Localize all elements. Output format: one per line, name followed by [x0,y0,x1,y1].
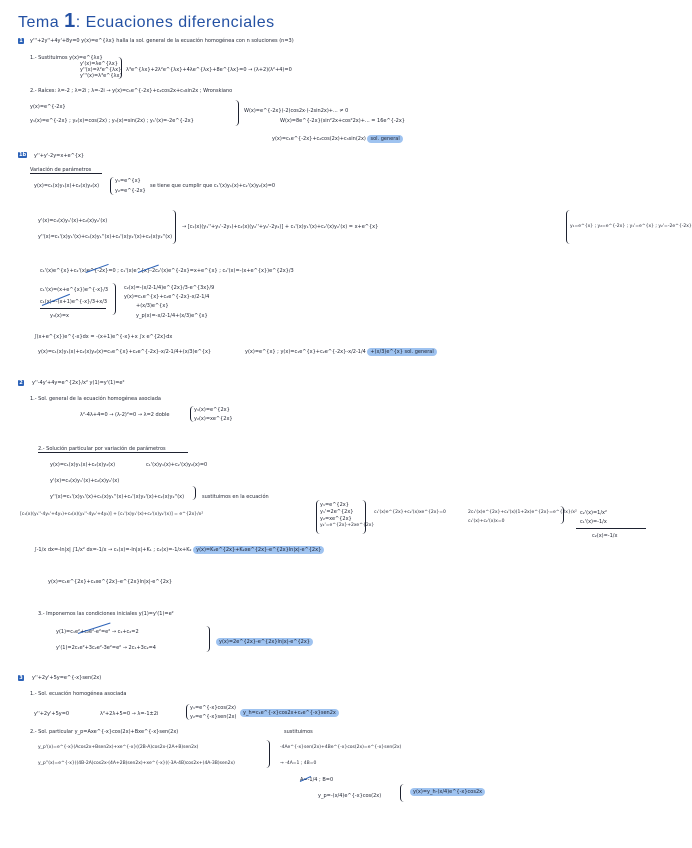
ex1-y: y(x)=e^{-2x} [30,104,66,110]
ex3-step2: 2.- Sol. particular y_p=Axe^{-x}cos(2x)+Bxe^{-x}sen(2x) [30,729,179,735]
ex1-statement: y'''+2y''+4y'+8y=0 y(x)=e^{λx} halla la sol. general de la ecuación homogénea con n soluciones (n=3) [30,38,294,44]
ex2-ansatz: y(x)=c₁(x)y₁(x)+c₂(x)y₂(x) [50,462,116,468]
ex3-yh [240,710,339,716]
ex1-result-highlight: sol. general [367,135,402,143]
ex1b-final-2 [245,349,437,355]
ex3-note: sustituimos [284,729,313,735]
ex1-substitution: λ³e^{λx}+2λ²e^{λx}+4λe^{λx}+8e^{λx}=0 → (λ+2)(λ²+4)=0 [126,67,292,73]
ex3-system-2: → -4A=1 ; 4B=0 [280,761,317,766]
ex3-system-1: -4Ae^{-x}sen(2x)+4Be^{-x}cos(2x)=e^{-x}sen(2x) [280,745,402,750]
ex1b-y3: y₃(x)=x [50,313,69,319]
ex2-y1: y₁(x)=e^{2x} [194,407,230,413]
ex1-step1: 1.- Sustituimos y(x)=e^{λx} [30,55,103,61]
ex3-yp-second: y_p''(x)=e^{-x}((4B-2A)cos2x-(4A+2B)sen2x)+xe^{-x}((-3A-4B)cos2x+(4A-3B)sen2x) [38,761,235,766]
exercise-badge-2: 2 [19,380,23,386]
brace [266,740,270,768]
underline [30,173,102,174]
ex2-integrals [34,547,324,553]
ex1-step2: 2.- Raíces: λ=-2 ; λ=2i ; λ=-2i → y(x)=c₁e^{-2x}+c₂cos2x+c₃sin2x ; Wronskiano [30,88,233,94]
ex1b-c1: c₁(x)=-(x+1)e^{-x}/3+x/3 [40,299,108,305]
ex1b-y1: y₁=e^{x} [115,178,141,184]
ex2-basis-y1p: y₁'=2e^{2x} [320,509,354,515]
ex2-system-3: c₁'(x)+c₂'(x)x=0 [468,519,505,524]
brace [172,210,176,244]
ex2-general: y(x)=c₁e^{2x}+c₂xe^{2x}-e^{2x}ln|x|-e^{2x} [48,579,173,585]
ex1b-yprime: y'(x)=c₁(x)y₁'(x)+c₂(x)y₂'(x) [38,218,108,224]
ex1-wronskian-1: W(x)=e^{-2x}(-2)cos2x·(-2sin2x)+... ≠ 0 [244,108,349,114]
underline [576,528,646,529]
underline [38,452,188,453]
brace [112,283,116,315]
ex1-deriv1: y'(x)=λe^{λx} [80,61,118,67]
ex1b-ansatz: y(x)=c₁(x)y₁(x)+c₂(x)y₂(x) [34,183,100,189]
ex2-basis-y1: y₁=e^{2x} [320,502,349,508]
ex1b-basis-values: y₁=e^{x} ; y₂=e^{-2x} ; y₁'=e^{x} ; y₂'=-2e^{-2x} [570,224,692,229]
ex2-substitution: [c₁(x)(y₁''-4y₁'+4y₁)+c₂(x)(y₂''-4y₂'+4y₂)] + [c₁'(x)y₁'(x)+c₂'(x)y₂'(x)] = e^{2x}/x² [20,512,204,517]
ex2-system-5: c₁'(x)=-1/x [580,519,607,525]
ex1b-final-highlight: +(x/3)e^{x} sol. general [367,348,436,356]
ex3-yp: y_p=-(x/4)e^{-x}cos(2x) [318,793,382,799]
ex3-coeffs: A=-1/4 ; B=0 [300,777,334,783]
ex2-condition: c₁'(x)y₁(x)+c₂'(x)y₂(x)=0 [146,462,208,468]
ex1b-final: y(x)=c₁(x)y₁(x)+c₂(x)y₂(x)=c₁e^{x}+c₂e^{-2x}-x/2-1/4+(x/3)e^{x} [38,349,212,355]
ex1b-ysecond: y''(x)=c₁'(x)y₁'(x)+c₁(x)y₁''(x)+c₂'(x)y₂'(x)+c₂(x)y₂''(x) [38,234,173,240]
ex3-homogeneous: y''+2y'+5y=0 [34,711,70,717]
ex1b-y2: y₂=e^{-2x} [115,188,146,194]
ex3-roots: λ²+2λ+5=0 → λ=-1±2i [100,711,159,717]
ex2-basis-y2: y₂=xe^{2x} [320,516,352,522]
ex1-basis: y₁(x)=e^{-2x} ; y₂(x)=cos(2x) ; y₃(x)=sin(2x) ; y₁'(x)=-2e^{-2x} [30,118,194,124]
ex2-c2: c₂(x)=-1/x [592,533,618,539]
title-number: 1 [64,10,76,32]
ex2-ysecond: y''(x)=c₁'(x)y₁'(x)+c₁(x)y₁''(x)+c₂'(x)y₂'(x)+c₂(x)y₂''(x) [50,494,185,500]
exercise-badge-3: 3 [19,675,23,681]
ex2-ic-1: y(1)=c₁e²+c₂e²-e²=e² → c₁+c₂=2 [56,629,139,635]
ex2-system-2: 2c₁'(x)e^{2x}+c₂'(x)(1+2x)e^{2x}=e^{2x}/x² [468,510,577,515]
brace [206,626,210,652]
ex2-system-1: c₁'(x)e^{2x}+c₂'(x)xe^{2x}=0 [374,510,446,515]
ex3-answer-highlight: y(x)=y_h-(x/4)e^{-x}cos2x [410,788,485,796]
title-prefix: Tema [18,14,60,31]
ex3-yh-highlight: y_h=c₁e^{-x}cos2x+c₂e^{-x}sen2x [240,709,339,717]
ex2-system-4: c₂'(x)=1/x² [580,510,608,516]
ex3-answer [410,789,485,795]
ex1-deriv3: y'''(x)=λ³e^{λx} [80,73,123,79]
ex2-statement: y''-4y'+4y=e^{2x}/x² y(1)=y'(1)=e² [32,380,125,386]
brace [118,57,122,79]
ex1b-system: c₁'(x)e^{x}+c₂'(x)e^{-2x}=0 ; c₁'(x)e^{x}-2c₂'(x)e^{-2x}=x+e^{x} ; c₂'(x)=-(x+e^{x})e^{2x}/3 [40,268,294,274]
brace [235,100,239,126]
ex1b-final-eq: y(x)=e^{x} ; y(x)=c₁e^{x}+c₂e^{-2x}-x/2-1/4 [245,349,366,355]
exercise-badge-1b: 1b [18,152,27,158]
ex1-result [272,136,403,142]
brace [362,500,366,534]
ex2-y2: y₂(x)=xe^{2x} [194,416,233,422]
ex1b-c1prime: c₁'(x)=(x+e^{x})e^{-x}/3 [40,287,109,293]
brace [560,506,564,524]
ex2-step3: 3.- Imponemos las condiciones iniciales y(1)=y'(1)=e² [38,611,174,617]
ex2-answer [216,639,313,645]
ex1b-term: +(x/3)e^{x} [136,303,169,309]
brace [400,784,404,802]
page-title [18,10,275,33]
ex2-step2: 2.- Solución particular por variación de parámetros [38,446,166,452]
ex3-y2: y₂=e^{-x}sen(2x) [190,714,237,720]
ex1-result-eq: y(x)=c₁e^{-2x}+c₂cos(2x)+c₃sin(2x) [272,136,366,142]
ex2-step1: 1.- Sol. general de la ecuación homogénea asociada [30,396,161,402]
ex1b-integrals: ∫(x+e^{x})e^{-x}dx = -(x+1)e^{-x}+x ∫x e^{2x}dx [34,334,173,340]
ex3-yp-prime: y_p'(x)=e^{-x}(Acos2x+Bsen2x)+xe^{-x}((2B-A)cos2x-(2A+B)sen2x) [38,745,199,750]
title-topic: : Ecuaciones diferenciales [75,14,275,31]
exercise-badge-1: 1 [19,38,23,44]
ex2-answer-highlight: y(x)=2e^{2x}-e^{2x}ln|x|-e^{2x} [216,638,313,646]
ex1-wronskian-2: W(x)=8e^{-2x}(sin²2x+cos²2x)+... = 16e^{-2x} [280,118,405,124]
ex3-statement: y''+2y'+5y=e^{-x}sen(2x) [32,675,102,681]
ex1-deriv2: y''(x)=λ²e^{λx} [80,67,122,73]
ex2-characteristic: λ²-4λ+4=0 → (λ-2)²=0 → λ=2 doble [80,412,170,418]
ex1b-method: Variación de parámetros [30,167,92,173]
ex2-integrals-eq: ∫-1/x dx=-ln|x| ∫1/x² dx=-1/x → c₁(x)=-ln|x|+K₁ ; c₂(x)=-1/x+K₂ [34,547,192,553]
underline [40,308,106,309]
brace [110,177,114,195]
ex1b-c2: c₂(x)=-(x/2-1/4)e^{2x}/3-e^{3x}/9 [124,285,215,291]
ex2-ic-2: y'(1)=2c₁e²+3c₂e²-3e²=e² → 2c₁+3c₂=4 [56,645,156,651]
brace [192,486,196,500]
ex2-basis-y2p: y₂'=e^{2x}+2xe^{2x} [320,523,375,528]
ex2-note: sustituimos en la ecuación [202,494,269,500]
ex3-step1: 1.- Sol. ecuación homogénea asociada [30,691,127,697]
ex3-y1: y₁=e^{-x}cos(2x) [190,705,236,711]
ex1b-statement: y''+y'-2y=x+e^{x} [34,153,85,159]
ex2-integrals-highlight: y(x)=K₁e^{2x}+K₂xe^{2x}-e^{2x}ln|x|-e^{2x} [193,546,324,554]
ex1b-condition: se tiene que cumplir que c₁'(x)y₁(x)+c₂'(x)y₂(x)=0 [150,183,276,189]
ex1b-substitution: → [c₁(x)(y₁''+y₁'-2y₁)+c₂(x)(y₂''+y₂'-2y₂)] + c₁'(x)y₁'(x)+c₂'(x)y₂'(x) = x+e^{x} [182,224,379,230]
ex1b-general: y(x)=c₁e^{x}+c₂e^{-2x}-x/2-1/4 [124,294,210,300]
ex2-yprime: y'(x)=c₁(x)y₁'(x)+c₂(x)y₂'(x) [50,478,120,484]
ex1b-particular: y_p(x)=-x/2-1/4+(x/3)e^{x} [136,313,208,319]
